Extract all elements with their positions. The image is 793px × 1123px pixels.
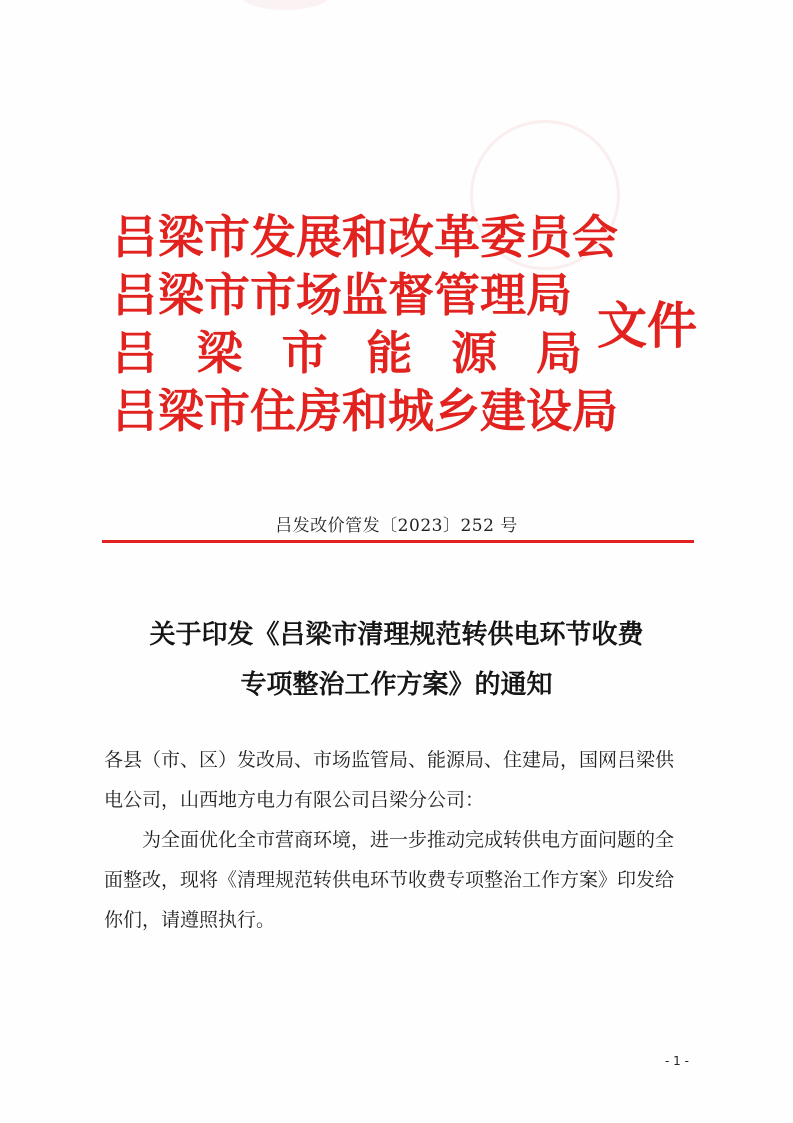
document-title bbox=[0, 610, 793, 710]
main-paragraph: 为全面优化全市营商环境，进一步推动完成转供电方面问题的全面整改，现将《清理规范转供电环节收费专项整治工作方案》印发给你们，请遵照执行。 bbox=[104, 829, 675, 931]
issuer-energy-char: 吕 bbox=[112, 326, 158, 380]
issuer-energy-char: 源 bbox=[451, 326, 498, 380]
issuer-energy-char: 局 bbox=[535, 326, 582, 380]
faint-stamp-mark bbox=[240, 0, 330, 10]
issuer-energy-char: 梁 bbox=[196, 326, 243, 380]
document-label: 文件 bbox=[597, 297, 697, 355]
document-number: 吕发改价管发〔2023〕252 号 bbox=[275, 516, 518, 536]
red-separator-line bbox=[102, 540, 694, 543]
issuer-energy-char: 能 bbox=[366, 326, 413, 380]
issuer-energy-char: 市 bbox=[281, 326, 328, 380]
issuing-authorities bbox=[112, 208, 618, 440]
issuer-market-supervision-bureau: 吕梁市市场监督管理局 bbox=[112, 268, 572, 322]
title-line-1: 关于印发《吕梁市清理规范转供电环节收费 bbox=[149, 620, 644, 650]
page-number: - 1 - bbox=[665, 1054, 689, 1068]
issuer-energy-bureau bbox=[112, 324, 582, 382]
recipients-paragraph: 各县（市、区）发改局、市场监管局、能源局、住建局，国网吕梁供电公司，山西地方电力有限公司吕梁分公司： bbox=[104, 749, 675, 811]
issuer-housing-urban-rural-bureau: 吕梁市住房和城乡建设局 bbox=[112, 384, 618, 438]
issuer-development-reform-commission: 吕梁市发展和改革委员会 bbox=[112, 210, 618, 264]
document-body bbox=[104, 740, 692, 940]
title-line-2: 专项整治工作方案》的通知 bbox=[240, 670, 553, 700]
